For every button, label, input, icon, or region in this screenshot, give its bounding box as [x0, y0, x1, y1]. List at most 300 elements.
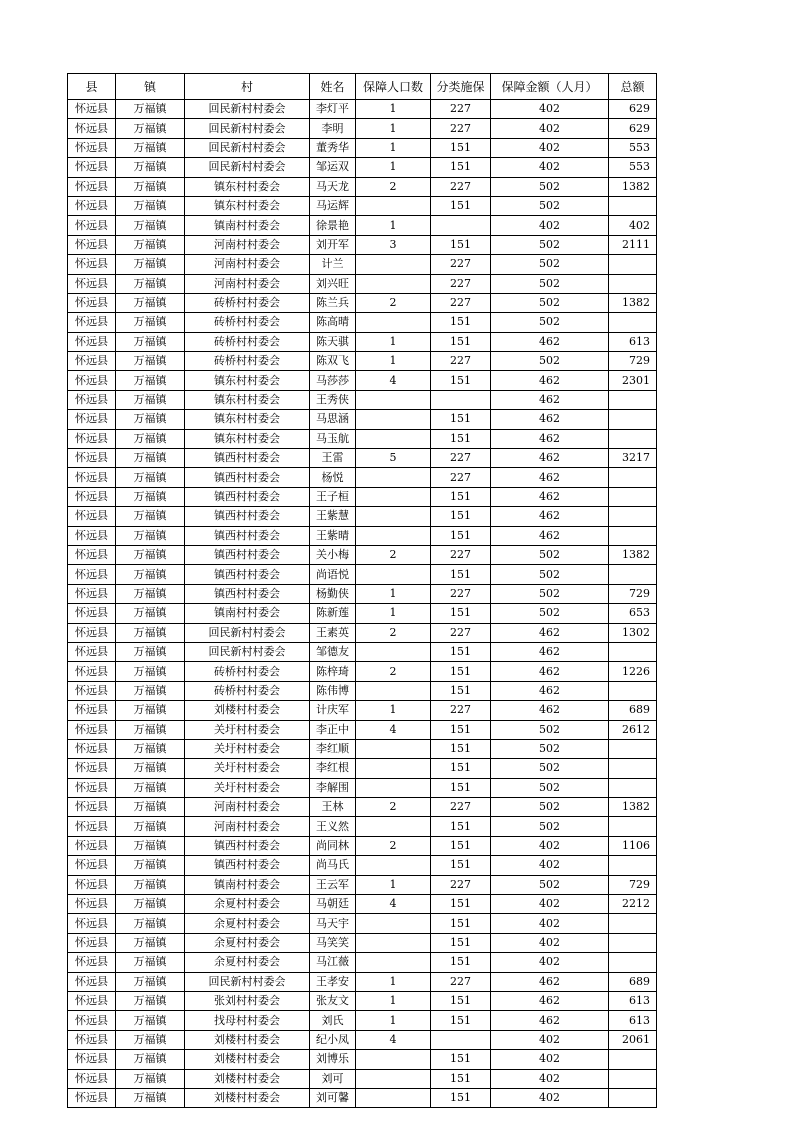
- category-cell: 151: [431, 759, 491, 778]
- total-cell: 613: [609, 991, 657, 1010]
- town-cell: 万福镇: [116, 313, 185, 332]
- name-cell: 王子桓: [310, 487, 356, 506]
- table-row: [68, 972, 657, 991]
- village-cell: 镇西村村委会: [185, 526, 310, 545]
- name-cell: 王素英: [310, 623, 356, 642]
- name-cell: 李灯平: [310, 100, 356, 119]
- population-cell: 1: [356, 604, 431, 623]
- village-cell: 镇西村村委会: [185, 856, 310, 875]
- total-cell: [609, 914, 657, 933]
- population-cell: [356, 759, 431, 778]
- category-cell: 151: [431, 991, 491, 1010]
- amount-cell: 502: [491, 565, 609, 584]
- town-cell: 万福镇: [116, 196, 185, 215]
- town-cell: 万福镇: [116, 1069, 185, 1088]
- town-cell: 万福镇: [116, 739, 185, 758]
- county-cell: 怀远县: [68, 119, 116, 138]
- county-cell: 怀远县: [68, 177, 116, 196]
- population-cell: [356, 390, 431, 409]
- category-cell: 151: [431, 371, 491, 390]
- total-cell: 1382: [609, 545, 657, 564]
- amount-cell: 402: [491, 1069, 609, 1088]
- population-cell: [356, 274, 431, 293]
- amount-cell: 402: [491, 1088, 609, 1107]
- table-row: [68, 158, 657, 177]
- village-cell: 刘楼村村委会: [185, 1030, 310, 1049]
- county-cell: 怀远县: [68, 565, 116, 584]
- village-cell: 关圩村村委会: [185, 759, 310, 778]
- county-cell: 怀远县: [68, 759, 116, 778]
- county-cell: 怀远县: [68, 449, 116, 468]
- population-cell: 1: [356, 701, 431, 720]
- name-cell: 尚同林: [310, 836, 356, 855]
- category-cell: 227: [431, 798, 491, 817]
- table-row: [68, 662, 657, 681]
- table-row: [68, 584, 657, 603]
- population-cell: 5: [356, 449, 431, 468]
- total-cell: 689: [609, 972, 657, 991]
- village-cell: 砖桥村村委会: [185, 681, 310, 700]
- village-cell: 河南村村委会: [185, 817, 310, 836]
- town-cell: 万福镇: [116, 429, 185, 448]
- population-cell: 2: [356, 798, 431, 817]
- name-cell: 李正中: [310, 720, 356, 739]
- table-row: [68, 720, 657, 739]
- population-cell: 3: [356, 235, 431, 254]
- village-cell: 镇西村村委会: [185, 584, 310, 603]
- name-cell: 邹运双: [310, 158, 356, 177]
- name-cell: 陈伟博: [310, 681, 356, 700]
- population-cell: 1: [356, 100, 431, 119]
- total-cell: 1382: [609, 798, 657, 817]
- county-cell: 怀远县: [68, 507, 116, 526]
- total-cell: 1302: [609, 623, 657, 642]
- county-cell: 怀远县: [68, 720, 116, 739]
- amount-cell: 402: [491, 1050, 609, 1069]
- county-cell: 怀远县: [68, 158, 116, 177]
- county-cell: 怀远县: [68, 1011, 116, 1030]
- name-cell: 王云军: [310, 875, 356, 894]
- table-row: [68, 177, 657, 196]
- table-row: [68, 681, 657, 700]
- total-cell: 1226: [609, 662, 657, 681]
- county-cell: 怀远县: [68, 138, 116, 157]
- amount-cell: 402: [491, 216, 609, 235]
- table-row: [68, 1030, 657, 1049]
- town-cell: 万福镇: [116, 778, 185, 797]
- amount-cell: 502: [491, 798, 609, 817]
- town-cell: 万福镇: [116, 565, 185, 584]
- county-cell: 怀远县: [68, 352, 116, 371]
- town-cell: 万福镇: [116, 662, 185, 681]
- county-cell: 怀远县: [68, 1088, 116, 1107]
- county-cell: 怀远县: [68, 429, 116, 448]
- population-cell: 2: [356, 545, 431, 564]
- county-cell: 怀远县: [68, 100, 116, 119]
- name-cell: 马玉航: [310, 429, 356, 448]
- county-cell: 怀远县: [68, 933, 116, 952]
- table-row: [68, 138, 657, 157]
- category-cell: 151: [431, 817, 491, 836]
- population-cell: [356, 856, 431, 875]
- category-cell: 151: [431, 429, 491, 448]
- village-cell: 砖桥村村委会: [185, 293, 310, 312]
- total-cell: [609, 817, 657, 836]
- population-cell: [356, 817, 431, 836]
- village-cell: 镇西村村委会: [185, 468, 310, 487]
- category-cell: 151: [431, 332, 491, 351]
- town-cell: 万福镇: [116, 604, 185, 623]
- county-cell: 怀远县: [68, 1050, 116, 1069]
- total-cell: [609, 642, 657, 661]
- population-cell: [356, 1050, 431, 1069]
- population-cell: [356, 196, 431, 215]
- village-cell: 镇西村村委会: [185, 449, 310, 468]
- table-row: [68, 526, 657, 545]
- col-header-total: 总额: [609, 74, 657, 100]
- town-cell: 万福镇: [116, 681, 185, 700]
- village-cell: 河南村村委会: [185, 235, 310, 254]
- table-row: [68, 817, 657, 836]
- table-row: [68, 429, 657, 448]
- population-cell: [356, 1088, 431, 1107]
- village-cell: 镇东村村委会: [185, 371, 310, 390]
- table-row: [68, 1088, 657, 1107]
- county-cell: 怀远县: [68, 293, 116, 312]
- town-cell: 万福镇: [116, 487, 185, 506]
- county-cell: 怀远县: [68, 836, 116, 855]
- total-cell: [609, 856, 657, 875]
- total-cell: [609, 1050, 657, 1069]
- total-cell: [609, 274, 657, 293]
- population-cell: 1: [356, 332, 431, 351]
- amount-cell: 462: [491, 1011, 609, 1030]
- town-cell: 万福镇: [116, 216, 185, 235]
- total-cell: [609, 759, 657, 778]
- county-cell: 怀远县: [68, 410, 116, 429]
- amount-cell: 402: [491, 836, 609, 855]
- name-cell: 王林: [310, 798, 356, 817]
- amount-cell: 502: [491, 235, 609, 254]
- village-cell: 刘楼村村委会: [185, 701, 310, 720]
- total-cell: 653: [609, 604, 657, 623]
- total-cell: 1382: [609, 177, 657, 196]
- total-cell: [609, 526, 657, 545]
- town-cell: 万福镇: [116, 138, 185, 157]
- table-row: [68, 914, 657, 933]
- table-row: [68, 274, 657, 293]
- village-cell: 回民新村村委会: [185, 972, 310, 991]
- total-cell: [609, 565, 657, 584]
- table-row: [68, 991, 657, 1010]
- category-cell: 151: [431, 158, 491, 177]
- total-cell: [609, 1069, 657, 1088]
- town-cell: 万福镇: [116, 468, 185, 487]
- name-cell: 邹德友: [310, 642, 356, 661]
- county-cell: 怀远县: [68, 875, 116, 894]
- county-cell: 怀远县: [68, 235, 116, 254]
- county-cell: 怀远县: [68, 545, 116, 564]
- category-cell: 227: [431, 875, 491, 894]
- amount-cell: 402: [491, 119, 609, 138]
- population-cell: 1: [356, 216, 431, 235]
- amount-cell: 502: [491, 875, 609, 894]
- village-cell: 回民新村村委会: [185, 119, 310, 138]
- category-cell: 151: [431, 914, 491, 933]
- amount-cell: 402: [491, 933, 609, 952]
- name-cell: 杨悦: [310, 468, 356, 487]
- village-cell: 关圩村村委会: [185, 739, 310, 758]
- table-row: [68, 895, 657, 914]
- village-cell: 河南村村委会: [185, 274, 310, 293]
- town-cell: 万福镇: [116, 545, 185, 564]
- name-cell: 陈双飞: [310, 352, 356, 371]
- name-cell: 马江薇: [310, 953, 356, 972]
- village-cell: 镇东村村委会: [185, 177, 310, 196]
- col-header-name: 姓名: [310, 74, 356, 100]
- population-cell: 2: [356, 836, 431, 855]
- population-cell: [356, 681, 431, 700]
- amount-cell: 462: [491, 701, 609, 720]
- amount-cell: 462: [491, 410, 609, 429]
- amount-cell: 502: [491, 759, 609, 778]
- name-cell: 董秀华: [310, 138, 356, 157]
- population-cell: 1: [356, 875, 431, 894]
- village-cell: 找母村村委会: [185, 1011, 310, 1030]
- town-cell: 万福镇: [116, 390, 185, 409]
- total-cell: [609, 487, 657, 506]
- name-cell: 马朝廷: [310, 895, 356, 914]
- population-cell: 4: [356, 895, 431, 914]
- amount-cell: 462: [491, 681, 609, 700]
- population-cell: [356, 565, 431, 584]
- name-cell: 徐景艳: [310, 216, 356, 235]
- population-cell: [356, 313, 431, 332]
- col-header-county: 县: [68, 74, 116, 100]
- county-cell: 怀远县: [68, 662, 116, 681]
- amount-cell: 402: [491, 914, 609, 933]
- population-cell: 1: [356, 972, 431, 991]
- amount-cell: 502: [491, 720, 609, 739]
- name-cell: 计庆军: [310, 701, 356, 720]
- name-cell: 王孝安: [310, 972, 356, 991]
- table-row: [68, 507, 657, 526]
- total-cell: 1382: [609, 293, 657, 312]
- county-cell: 怀远县: [68, 1030, 116, 1049]
- total-cell: 629: [609, 119, 657, 138]
- county-cell: 怀远县: [68, 371, 116, 390]
- amount-cell: 402: [491, 158, 609, 177]
- category-cell: 151: [431, 526, 491, 545]
- village-cell: 砖桥村村委会: [185, 313, 310, 332]
- amount-cell: 402: [491, 953, 609, 972]
- table-row: [68, 100, 657, 119]
- table-row: [68, 313, 657, 332]
- amount-cell: 502: [491, 352, 609, 371]
- total-cell: [609, 429, 657, 448]
- total-cell: [609, 681, 657, 700]
- population-cell: 4: [356, 371, 431, 390]
- name-cell: 刘开军: [310, 235, 356, 254]
- amount-cell: 402: [491, 138, 609, 157]
- amount-cell: 462: [491, 487, 609, 506]
- amount-cell: 462: [491, 507, 609, 526]
- category-cell: 151: [431, 662, 491, 681]
- amount-cell: 402: [491, 100, 609, 119]
- table-row: [68, 1011, 657, 1030]
- total-cell: 613: [609, 1011, 657, 1030]
- village-cell: 砖桥村村委会: [185, 352, 310, 371]
- amount-cell: 502: [491, 778, 609, 797]
- table-row: [68, 933, 657, 952]
- total-cell: [609, 313, 657, 332]
- table-body: [68, 100, 657, 1108]
- table-row: [68, 701, 657, 720]
- population-cell: 1: [356, 584, 431, 603]
- name-cell: 王紫晴: [310, 526, 356, 545]
- name-cell: 陈天骐: [310, 332, 356, 351]
- county-cell: 怀远县: [68, 798, 116, 817]
- population-cell: [356, 933, 431, 952]
- category-cell: 151: [431, 410, 491, 429]
- town-cell: 万福镇: [116, 235, 185, 254]
- name-cell: 李明: [310, 119, 356, 138]
- name-cell: 王紫慧: [310, 507, 356, 526]
- town-cell: 万福镇: [116, 933, 185, 952]
- name-cell: 陈梓琦: [310, 662, 356, 681]
- category-cell: 151: [431, 836, 491, 855]
- amount-cell: 502: [491, 739, 609, 758]
- name-cell: 计兰: [310, 255, 356, 274]
- category-cell: [431, 390, 491, 409]
- table-row: [68, 352, 657, 371]
- category-cell: 151: [431, 933, 491, 952]
- name-cell: 王秀侠: [310, 390, 356, 409]
- amount-cell: 502: [491, 817, 609, 836]
- table-row: [68, 1069, 657, 1088]
- category-cell: 227: [431, 972, 491, 991]
- village-cell: 镇南村村委会: [185, 216, 310, 235]
- table-row: [68, 953, 657, 972]
- village-cell: 镇东村村委会: [185, 429, 310, 448]
- town-cell: 万福镇: [116, 119, 185, 138]
- town-cell: 万福镇: [116, 1088, 185, 1107]
- town-cell: 万福镇: [116, 1050, 185, 1069]
- relief-table: [67, 73, 657, 1108]
- population-cell: 2: [356, 623, 431, 642]
- category-cell: 151: [431, 196, 491, 215]
- amount-cell: 502: [491, 545, 609, 564]
- town-cell: 万福镇: [116, 274, 185, 293]
- category-cell: 151: [431, 313, 491, 332]
- total-cell: 689: [609, 701, 657, 720]
- population-cell: [356, 255, 431, 274]
- total-cell: 2111: [609, 235, 657, 254]
- county-cell: 怀远县: [68, 487, 116, 506]
- amount-cell: 462: [491, 371, 609, 390]
- category-cell: 227: [431, 449, 491, 468]
- total-cell: 613: [609, 332, 657, 351]
- town-cell: 万福镇: [116, 293, 185, 312]
- amount-cell: 502: [491, 293, 609, 312]
- county-cell: 怀远县: [68, 468, 116, 487]
- total-cell: 553: [609, 158, 657, 177]
- county-cell: 怀远县: [68, 390, 116, 409]
- amount-cell: 462: [491, 449, 609, 468]
- total-cell: 1106: [609, 836, 657, 855]
- village-cell: 余夏村村委会: [185, 933, 310, 952]
- category-cell: 151: [431, 856, 491, 875]
- category-cell: [431, 1030, 491, 1049]
- village-cell: 镇南村村委会: [185, 604, 310, 623]
- category-cell: 151: [431, 1050, 491, 1069]
- category-cell: 227: [431, 293, 491, 312]
- amount-cell: 502: [491, 584, 609, 603]
- town-cell: 万福镇: [116, 856, 185, 875]
- table-row: [68, 759, 657, 778]
- village-cell: 余夏村村委会: [185, 914, 310, 933]
- town-cell: 万福镇: [116, 895, 185, 914]
- category-cell: 151: [431, 1069, 491, 1088]
- category-cell: 227: [431, 584, 491, 603]
- table-row: [68, 216, 657, 235]
- county-cell: 怀远县: [68, 623, 116, 642]
- total-cell: [609, 739, 657, 758]
- village-cell: 刘楼村村委会: [185, 1050, 310, 1069]
- town-cell: 万福镇: [116, 1011, 185, 1030]
- category-cell: 151: [431, 1088, 491, 1107]
- village-cell: 回民新村村委会: [185, 138, 310, 157]
- table-row: [68, 487, 657, 506]
- population-cell: 4: [356, 1030, 431, 1049]
- county-cell: 怀远县: [68, 604, 116, 623]
- table-row: [68, 642, 657, 661]
- town-cell: 万福镇: [116, 332, 185, 351]
- category-cell: 151: [431, 604, 491, 623]
- town-cell: 万福镇: [116, 759, 185, 778]
- category-cell: 151: [431, 1011, 491, 1030]
- name-cell: 王义然: [310, 817, 356, 836]
- population-cell: [356, 429, 431, 448]
- total-cell: [609, 953, 657, 972]
- town-cell: 万福镇: [116, 1030, 185, 1049]
- county-cell: 怀远县: [68, 817, 116, 836]
- population-cell: 1: [356, 991, 431, 1010]
- table-row: [68, 371, 657, 390]
- village-cell: 镇西村村委会: [185, 565, 310, 584]
- category-cell: 151: [431, 739, 491, 758]
- village-cell: 镇东村村委会: [185, 390, 310, 409]
- category-cell: 151: [431, 778, 491, 797]
- name-cell: 马莎莎: [310, 371, 356, 390]
- village-cell: 刘楼村村委会: [185, 1069, 310, 1088]
- total-cell: 553: [609, 138, 657, 157]
- name-cell: 刘氏: [310, 1011, 356, 1030]
- name-cell: 刘可馨: [310, 1088, 356, 1107]
- village-cell: 关圩村村委会: [185, 778, 310, 797]
- header-row: [68, 74, 657, 100]
- amount-cell: 462: [491, 332, 609, 351]
- town-cell: 万福镇: [116, 255, 185, 274]
- category-cell: 227: [431, 255, 491, 274]
- name-cell: 王雷: [310, 449, 356, 468]
- county-cell: 怀远县: [68, 895, 116, 914]
- village-cell: 余夏村村委会: [185, 953, 310, 972]
- table-row: [68, 875, 657, 894]
- population-cell: [356, 914, 431, 933]
- population-cell: [356, 410, 431, 429]
- county-cell: 怀远县: [68, 216, 116, 235]
